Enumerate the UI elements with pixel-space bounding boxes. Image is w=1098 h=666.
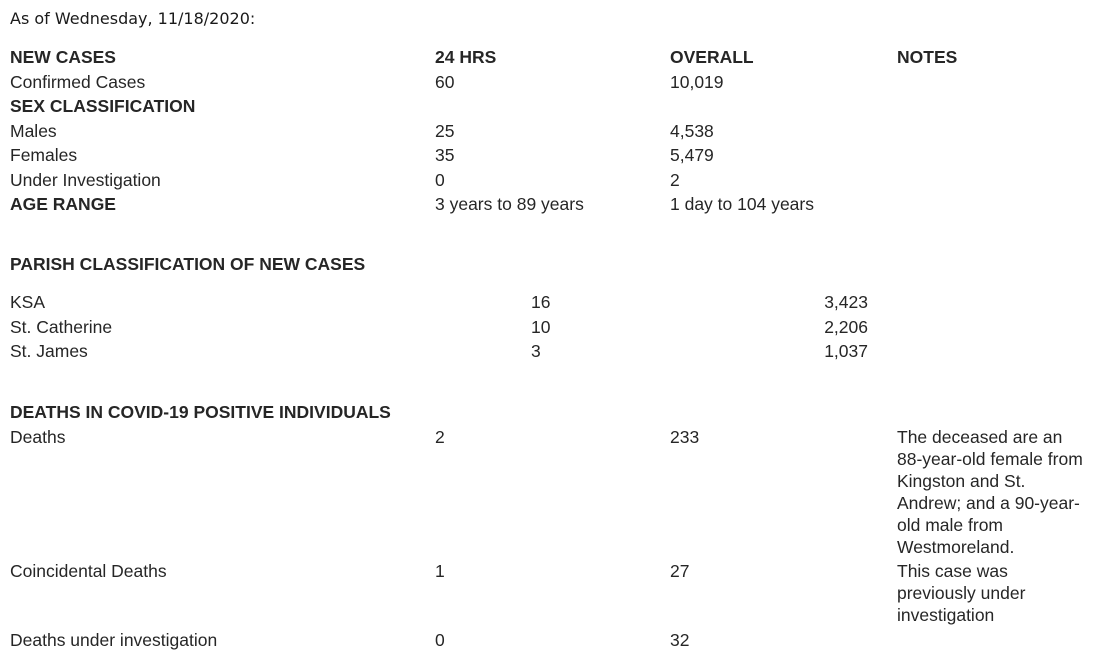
as-of-date: As of Wednesday, 11/18/2020: (10, 9, 256, 28)
deaths-heading: DEATHS IN COVID-19 POSITIVE INDIVIDUALS (10, 402, 391, 422)
coincidental-deaths-label: Coincidental Deaths (10, 561, 167, 581)
header-24hrs: 24 HRS (435, 47, 497, 67)
parish-heading: PARISH CLASSIFICATION OF NEW CASES (10, 254, 366, 274)
age-range-24hrs: 3 years to 89 years (435, 194, 584, 214)
parish-ksa-label: KSA (10, 292, 46, 312)
coincidental-deaths-overall: 27 (670, 561, 690, 581)
under-investigation-label: Under Investigation (10, 170, 161, 190)
parish-st-catherine-total: 2,206 (824, 317, 868, 337)
males-24hrs: 25 (435, 121, 455, 141)
parish-st-catherine-new: 10 (531, 317, 551, 337)
confirmed-label: Confirmed Cases (10, 72, 146, 92)
males-overall: 4,538 (670, 121, 714, 141)
deaths-24hrs: 2 (435, 427, 445, 447)
under-investigation-overall: 2 (670, 170, 680, 190)
deaths-overall: 233 (670, 427, 700, 447)
deaths-under-investigation-overall: 32 (670, 630, 690, 650)
parish-st-james-label: St. James (10, 341, 88, 361)
header-overall: OVERALL (670, 47, 754, 67)
sex-classification-heading: SEX CLASSIFICATION (10, 96, 196, 116)
deaths-note: The deceased are an 88-year-old female from Kingston and St. Andrew; and a 90-year-old male from Westmoreland. (897, 427, 1083, 557)
parish-st-james-total: 1,037 (824, 341, 868, 361)
confirmed-overall: 10,019 (670, 72, 724, 92)
coincidental-deaths-note: This case was previously under investigation (897, 561, 1026, 625)
age-range-label: AGE RANGE (10, 194, 116, 214)
age-range-overall: 1 day to 104 years (670, 194, 814, 214)
parish-ksa-total: 3,423 (824, 292, 868, 312)
coincidental-deaths-24hrs: 1 (435, 561, 445, 581)
deaths-under-investigation-24hrs: 0 (435, 630, 445, 650)
parish-ksa-new: 16 (531, 292, 551, 312)
males-label: Males (10, 121, 57, 141)
females-label: Females (10, 145, 78, 165)
females-24hrs: 35 (435, 145, 455, 165)
new-cases-heading: NEW CASES (10, 47, 116, 67)
deaths-under-investigation-label: Deaths under investigation (10, 630, 218, 650)
under-investigation-24hrs: 0 (435, 170, 445, 190)
parish-st-james-new: 3 (531, 341, 541, 361)
parish-st-catherine-label: St. Catherine (10, 317, 113, 337)
deaths-label: Deaths (10, 427, 66, 447)
confirmed-24hrs: 60 (435, 72, 455, 92)
header-notes: NOTES (897, 47, 958, 67)
females-overall: 5,479 (670, 145, 714, 165)
